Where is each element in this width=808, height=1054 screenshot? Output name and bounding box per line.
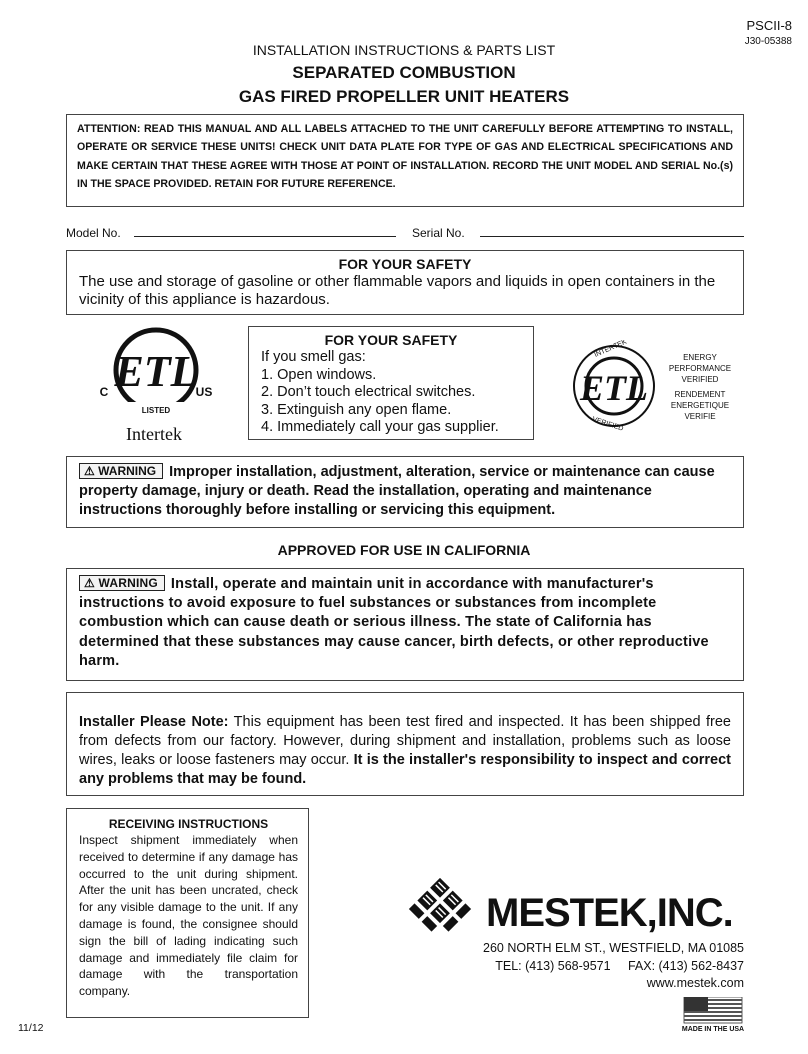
made-in-usa-text: MADE IN THE USA — [681, 1026, 745, 1033]
etl-mark-text: ETL — [114, 347, 198, 396]
product-title: SEPARATED COMBUSTION — [292, 63, 516, 82]
installer-note-emphasis: It is the installer's responsibility to inspect and correct any problems that may be found. — [79, 752, 731, 787]
model-label: Model No. — [66, 226, 121, 240]
company-website[interactable]: www.mestek.com — [646, 976, 744, 990]
verifie-text: VERIFIE — [684, 412, 716, 421]
warning-box-california — [66, 568, 744, 681]
company-address: 260 NORTH ELM ST., WESTFIELD, MA 01085 — [483, 941, 744, 955]
attention-box: ATTENTION: READ THIS MANUAL AND ALL LABELS ATTACHED TO THE UNIT CAREFULLY BEFORE ATTEMPTING TO INSTALL, OPERATE OR SERVICE THESE UNITS! CHECK UNIT DATA PLATE FOR TYPE OF GAS AND ELECTRICAL SPECIFICATIONS AND MAKE CERTAIN THAT THESE AGREE WITH THOSE AT POINT OF INSTALLATION. RECORD THE UNIT MODEL AND SERIAL No.(s) IN THE SPACE PROVIDED. RETAIN FOR FUTURE REFERENCE. — [66, 114, 744, 207]
serial-input-line[interactable] — [480, 236, 744, 237]
document-number: J30-05388 — [744, 36, 792, 47]
warning-badge-label: WARNING — [98, 464, 157, 478]
safety-line: 2. Don’t touch electrical switches. — [261, 384, 476, 400]
company-address-block — [483, 940, 744, 993]
mestek-wordmark: MESTEK,INC. — [486, 891, 733, 935]
safety-heading: FOR YOUR SAFETY — [338, 256, 472, 272]
installer-note-lead: Installer Please Note: — [79, 714, 229, 730]
receiving-heading: RECEIVING INSTRUCTIONS — [108, 817, 269, 831]
serial-label: Serial No. — [412, 226, 465, 240]
safety-line: 4. Immediately call your gas supplier. — [261, 419, 499, 435]
warning-badge-label: WARNING — [98, 576, 158, 590]
canada-letter: C — [99, 385, 109, 399]
us-letters: US — [195, 385, 213, 399]
etl-listed-logo — [96, 322, 216, 446]
verified-arc-text: VERIFIED — [591, 416, 625, 433]
warning-triangle-icon: ⚠ — [84, 464, 95, 478]
performance-text: PERFORMANCE — [668, 364, 732, 373]
energetique-text: ENERGETIQUE — [670, 401, 730, 410]
warning-badge — [79, 575, 165, 591]
document-code: PSCII-8 — [746, 18, 792, 33]
safety-text: The use and storage of gasoline or other flammable vapors and liquids in open containers in the vicinity of this appliance is hazardous. — [79, 273, 716, 308]
warning-triangle-icon: ⚠ — [84, 576, 95, 590]
installer-note-box — [66, 692, 744, 796]
listed-text: LISTED — [141, 406, 171, 415]
safety-line: 1. Open windows. — [261, 366, 377, 383]
installer-note-body: This equipment has been test fired and inspected. It has been shipped free from defects from our factory. However, during shipment and installation, problems such as loose wires, leaks or loose fasteners may occur. — [79, 714, 732, 768]
approval-heading: APPROVED FOR USE IN CALIFORNIA — [277, 542, 531, 558]
safety-heading: FOR YOUR SAFETY — [324, 332, 458, 348]
us-flag-icon — [684, 997, 742, 1023]
etl-mark-text: ETL — [580, 368, 648, 408]
safety-line: If you smell gas: — [261, 349, 366, 365]
warning-badge — [79, 463, 163, 479]
rendement-text: RENDEMENT — [674, 390, 726, 399]
energy-text: ENERGY — [683, 353, 717, 362]
doc-type-title: INSTALLATION INSTRUCTIONS & PARTS LIST — [252, 42, 556, 58]
warning-text: Improper installation, adjustment, alteration, service or maintenance can cause property damage, injury or death. Read the installation, operating and maintenance instructions thoroughly before installing or servicing this equipment. — [79, 464, 715, 518]
receiving-text: Inspect shipment immediately when received to determine if any damage has occurred to the unit during shipment. After the unit has been uncrated, check for any visible damage to the unit. If any damage is found, the consignee should sign the bill of lading indicating such damage and immediately file claim for damage with the transportation company. — [79, 833, 298, 999]
mestek-logo — [404, 878, 746, 940]
made-in-usa-badge — [680, 997, 746, 1033]
company-fax: FAX: (413) 562-8437 — [627, 958, 744, 973]
product-subtitle: GAS FIRED PROPELLER UNIT HEATERS — [238, 87, 570, 106]
mestek-emblem-icon — [409, 878, 471, 940]
warning-box-installation — [66, 456, 744, 528]
safety-notice-gas-smell — [248, 326, 534, 440]
revision-date: 11/12 — [18, 1022, 44, 1034]
etl-verified-logo — [572, 340, 752, 436]
safety-notice-flammable — [66, 250, 744, 315]
safety-line: 3. Extinguish any open flame. — [261, 401, 452, 418]
receiving-instructions-box — [66, 808, 309, 1018]
intertek-wordmark: Intertek — [126, 424, 182, 444]
model-input-line[interactable] — [134, 236, 396, 237]
intertek-arc-text: INTERTEK — [593, 340, 628, 359]
verified-text: VERIFIED — [681, 375, 719, 384]
warning-text: Install, operate and maintain unit in accordance with manufacturer's instructions to avoid exposure to fuel substances or substances from incomplete combustion which can cause death or serious illness. The state of California has determined that these substances may cause cancer, birth defects, or other reproductive harm. — [79, 576, 709, 669]
company-tel: TEL: (413) 568-9571 — [495, 958, 611, 973]
